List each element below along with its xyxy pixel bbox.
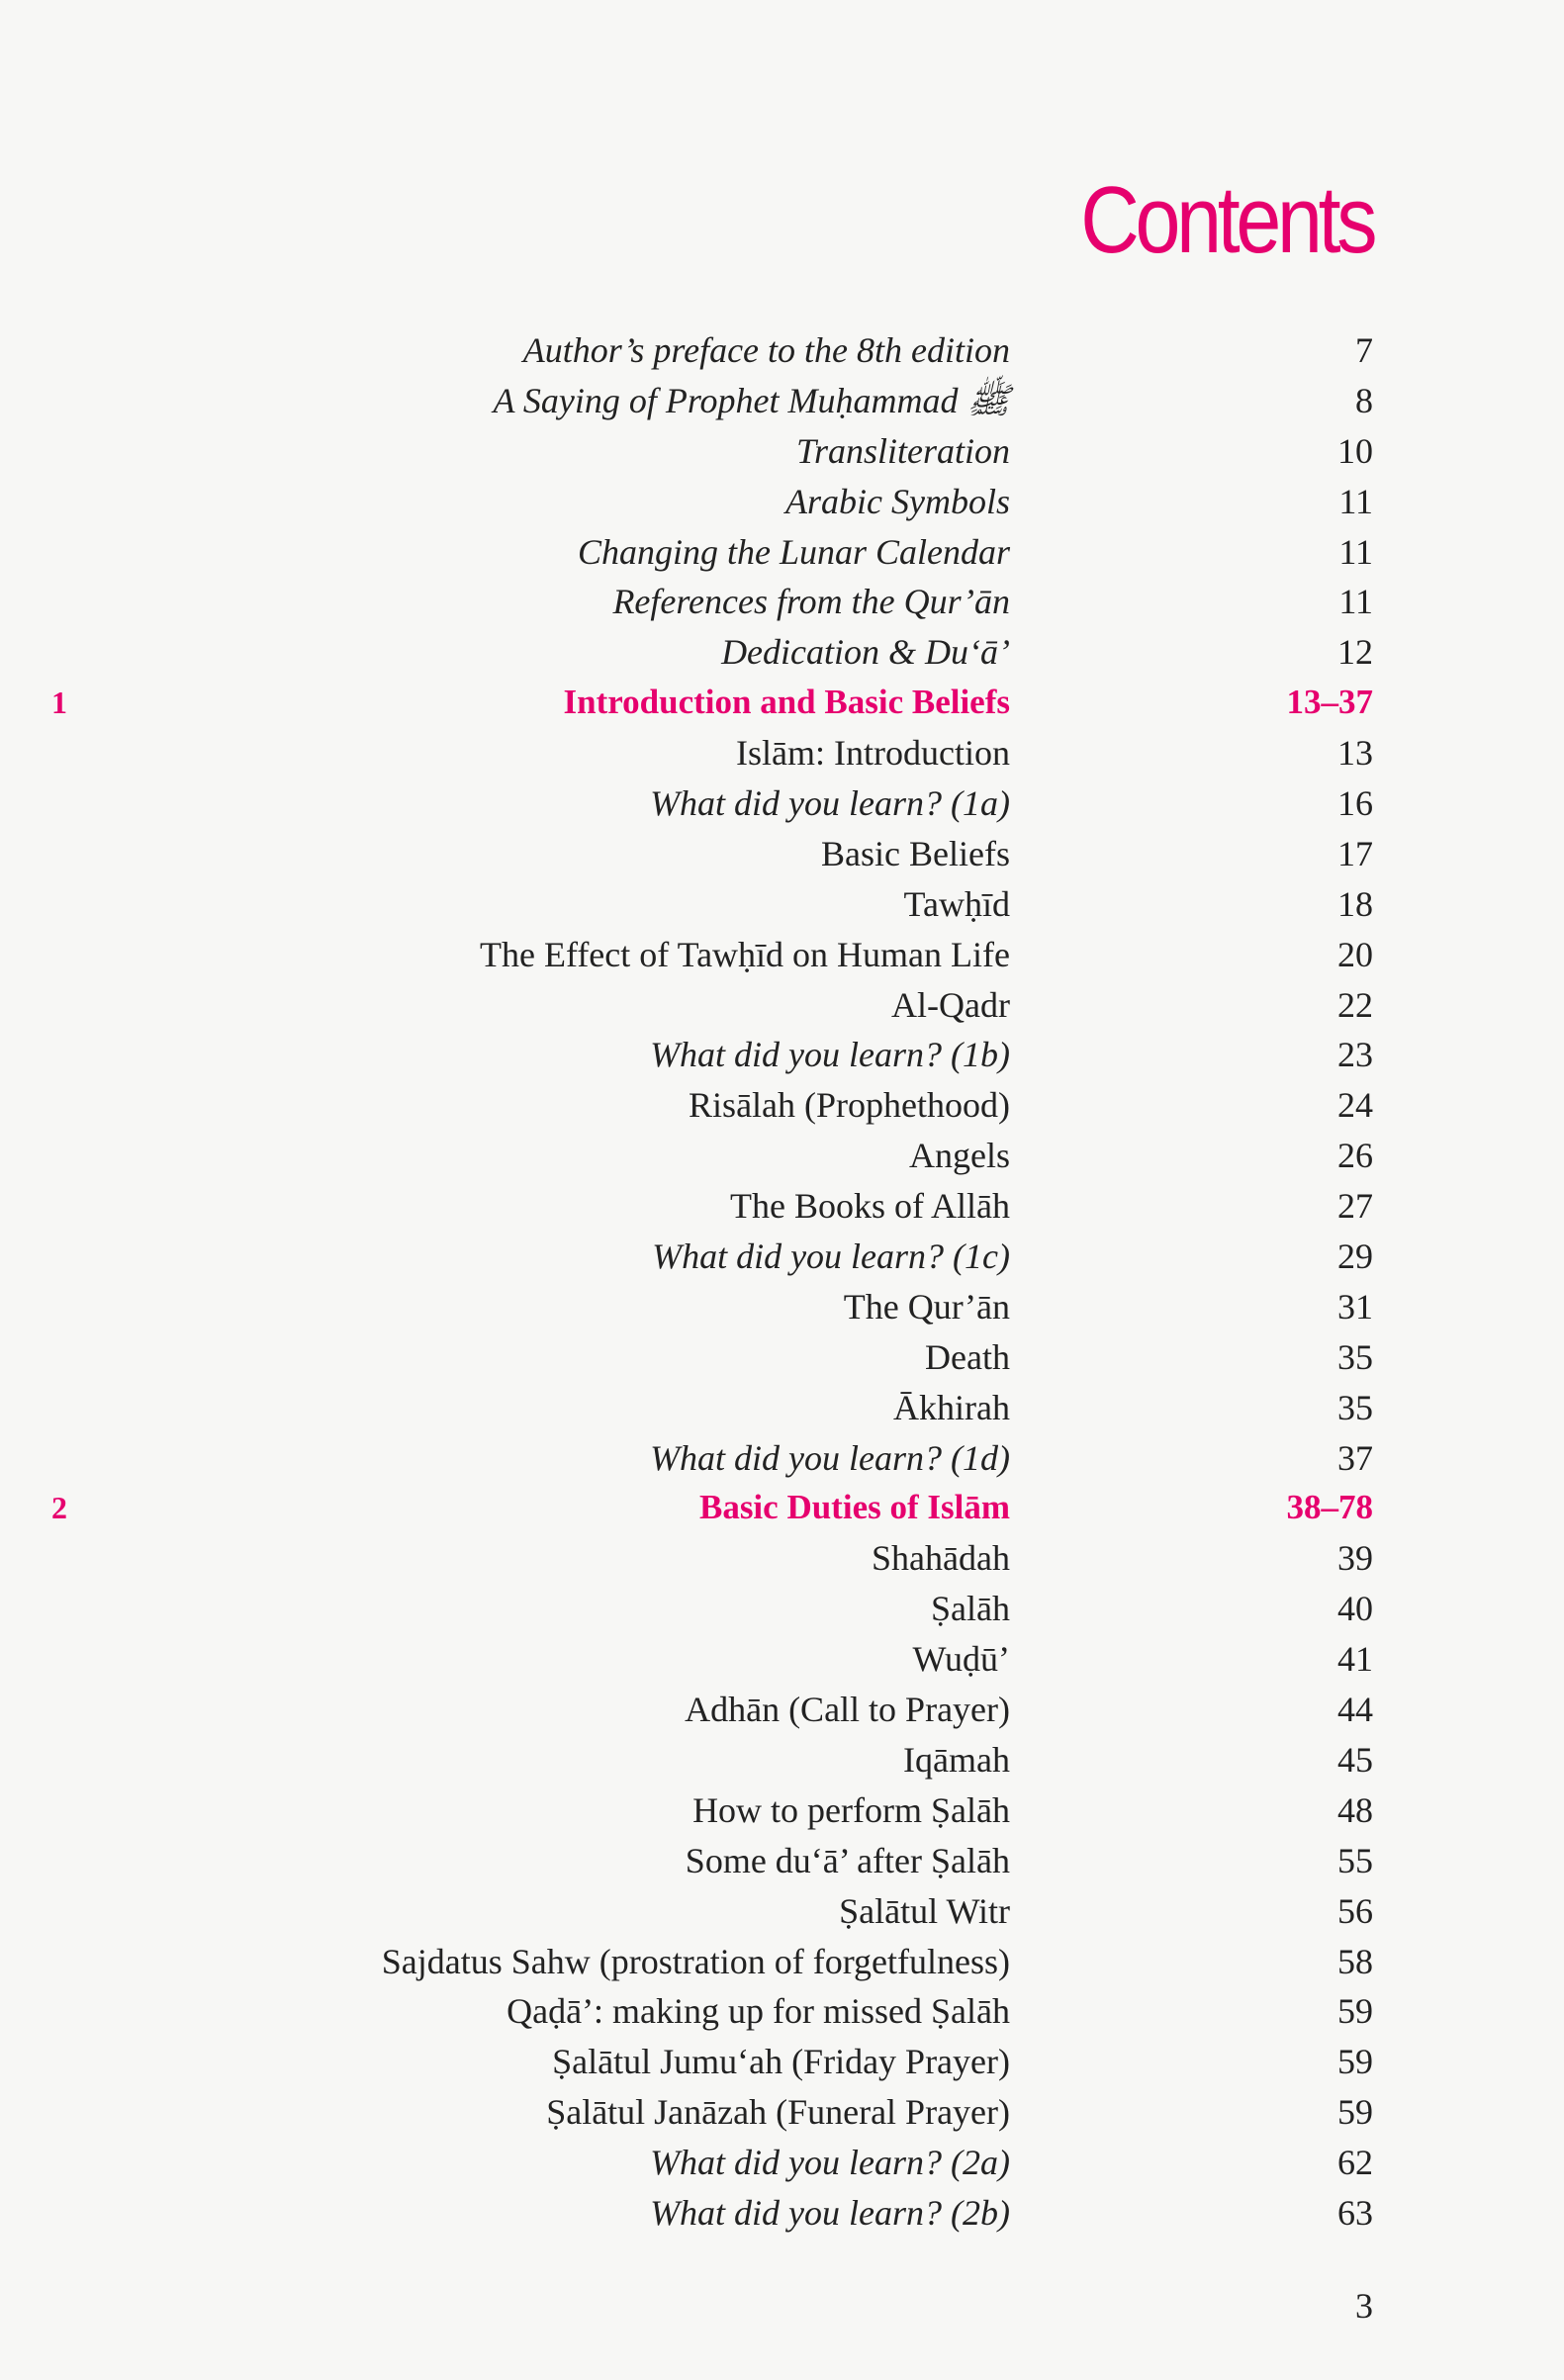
entry-title: What did you learn? (2a)	[650, 2143, 1010, 2183]
toc-entry	[0, 376, 1564, 426]
toc-entry	[0, 1332, 1564, 1383]
entry-title: Ṣalātul Jumu‘ah (Friday Prayer)	[552, 2042, 1010, 2082]
toc-entry	[0, 1836, 1564, 1886]
toc-entry	[0, 1685, 1564, 1735]
toc-entry	[0, 1937, 1564, 1987]
entry-title: Angels	[909, 1136, 1010, 1176]
entry-title: Dedication & Du‘ā’	[721, 632, 1010, 673]
entry-title: Arabic Symbols	[785, 481, 1010, 521]
entry-page: 56	[1337, 1890, 1373, 1931]
toc-entry	[0, 1634, 1564, 1685]
entry-title: Islām: Introduction	[736, 733, 1010, 774]
entry-title: Iqāmah	[903, 1739, 1010, 1780]
entry-page: 8	[1355, 380, 1373, 420]
entry-title: A Saying of Prophet Muḥammad ﷺ	[493, 380, 1010, 420]
entry-page: 63	[1337, 2192, 1373, 2233]
page-number: 3	[1355, 2286, 1373, 2326]
entry-page: 55	[1337, 1840, 1373, 1880]
entry-page: 11	[1338, 481, 1373, 521]
page-title: Contents	[1079, 167, 1373, 273]
toc-entry	[0, 1030, 1564, 1080]
entry-title: What did you learn? (1a)	[650, 783, 1010, 824]
entry-page: 59	[1337, 1991, 1373, 2032]
entry-page: 10	[1337, 430, 1373, 471]
entry-title: Some du‘ā’ after Ṣalāh	[685, 1840, 1010, 1880]
entry-title: Al-Qadr	[891, 984, 1010, 1025]
toc-entry	[0, 980, 1564, 1031]
entry-title: Ṣalāh	[931, 1589, 1010, 1629]
entry-page: 38–78	[1286, 1488, 1373, 1527]
entry-page: 18	[1337, 883, 1373, 924]
toc-entry	[0, 778, 1564, 829]
toc-entry	[0, 1181, 1564, 1232]
entry-page: 11	[1338, 582, 1373, 622]
entry-page: 59	[1337, 2042, 1373, 2082]
entry-page: 58	[1337, 1941, 1373, 1981]
toc-entry	[0, 1433, 1564, 1484]
entry-title: Risālah (Prophethood)	[689, 1085, 1010, 1126]
entry-page: 37	[1337, 1437, 1373, 1478]
entry-page: 62	[1337, 2143, 1373, 2183]
entry-page: 27	[1337, 1186, 1373, 1227]
entry-page: 44	[1337, 1690, 1373, 1730]
entry-page: 48	[1337, 1789, 1373, 1830]
entry-page: 29	[1337, 1236, 1373, 1277]
entry-page: 59	[1337, 2092, 1373, 2133]
toc-entry	[0, 627, 1564, 678]
toc-entry	[0, 1785, 1564, 1836]
entry-title: Adhān (Call to Prayer)	[685, 1690, 1010, 1730]
toc-entry	[0, 577, 1564, 627]
entry-page: 39	[1337, 1538, 1373, 1579]
toc-entry	[0, 728, 1564, 778]
entry-title: Transliteration	[795, 430, 1010, 471]
entry-page: 45	[1337, 1739, 1373, 1780]
toc-entry	[0, 1986, 1564, 2037]
chapter-entry	[0, 678, 1564, 728]
entry-page: 26	[1337, 1136, 1373, 1176]
entry-page: 40	[1337, 1589, 1373, 1629]
table-of-contents	[0, 325, 1564, 2239]
entry-page: 17	[1337, 833, 1373, 873]
entry-title: What did you learn? (1c)	[652, 1236, 1010, 1277]
toc-entry	[0, 1282, 1564, 1332]
entry-page: 24	[1337, 1085, 1373, 1126]
toc-entry	[0, 1383, 1564, 1433]
entry-title: Tawḥīd	[903, 883, 1010, 924]
entry-page: 20	[1337, 934, 1373, 974]
toc-entry	[0, 829, 1564, 879]
entry-page: 16	[1337, 783, 1373, 824]
toc-entry	[0, 477, 1564, 527]
toc-entry	[0, 1735, 1564, 1785]
entry-title: The Effect of Tawḥīd on Human Life	[480, 934, 1010, 974]
entry-title: Sajdatus Sahw (prostration of forgetfulness)	[381, 1941, 1010, 1981]
entry-title: The Qur’ān	[843, 1286, 1010, 1327]
toc-entry	[0, 1232, 1564, 1282]
toc-entry	[0, 2138, 1564, 2188]
toc-entry	[0, 1533, 1564, 1584]
toc-entry	[0, 426, 1564, 477]
chapter-number: 2	[51, 1490, 67, 1526]
entry-title: What did you learn? (1b)	[650, 1035, 1010, 1075]
entry-title: References from the Qur’ān	[612, 582, 1010, 622]
toc-entry	[0, 1886, 1564, 1937]
entry-title: Shahādah	[872, 1538, 1010, 1579]
toc-entry	[0, 2087, 1564, 2138]
entry-page: 23	[1337, 1035, 1373, 1075]
toc-entry	[0, 930, 1564, 980]
entry-title: What did you learn? (2b)	[650, 2192, 1010, 2233]
entry-page: 41	[1337, 1639, 1373, 1680]
entry-title: Wuḍū’	[912, 1639, 1010, 1680]
entry-page: 12	[1337, 632, 1373, 673]
entry-page: 22	[1337, 984, 1373, 1025]
entry-page: 31	[1337, 1286, 1373, 1327]
entry-page: 13	[1337, 733, 1373, 774]
entry-title: Changing the Lunar Calendar	[577, 531, 1010, 572]
entry-title: Ākhirah	[893, 1387, 1010, 1427]
chapter-entry	[0, 1483, 1564, 1533]
entry-page: 11	[1338, 531, 1373, 572]
entry-title: Author’s preface to the 8th edition	[522, 330, 1010, 370]
entry-page: 35	[1337, 1336, 1373, 1377]
toc-entry	[0, 1080, 1564, 1131]
entry-title: Ṣalātul Janāzah (Funeral Prayer)	[546, 2092, 1010, 2133]
entry-page: 7	[1355, 330, 1373, 370]
toc-entry	[0, 1131, 1564, 1181]
toc-entry	[0, 2037, 1564, 2087]
entry-title: How to perform Ṣalāh	[692, 1789, 1010, 1830]
toc-entry	[0, 527, 1564, 578]
entry-title: What did you learn? (1d)	[650, 1437, 1010, 1478]
chapter-number: 1	[51, 685, 67, 721]
entry-title: The Books of Allāh	[730, 1186, 1010, 1227]
toc-entry	[0, 2188, 1564, 2239]
entry-page: 35	[1337, 1387, 1373, 1427]
entry-page: 13–37	[1286, 683, 1373, 722]
entry-title: Death	[925, 1336, 1010, 1377]
entry-title: Ṣalātul Witr	[839, 1890, 1010, 1931]
toc-entry	[0, 325, 1564, 376]
entry-title: Qaḍā’: making up for missed Ṣalāh	[506, 1991, 1010, 2032]
entry-title: Introduction and Basic Beliefs	[563, 683, 1010, 722]
entry-title: Basic Duties of Islām	[698, 1488, 1010, 1527]
entry-title: Basic Beliefs	[821, 833, 1010, 873]
toc-entry	[0, 879, 1564, 930]
toc-entry	[0, 1584, 1564, 1634]
